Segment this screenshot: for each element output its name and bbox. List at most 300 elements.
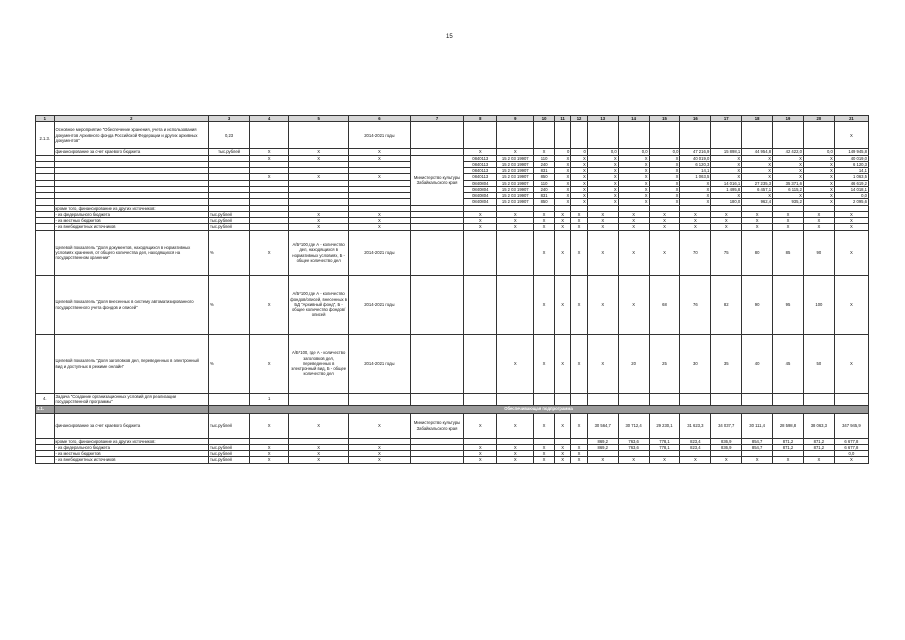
table-cell: X (680, 193, 711, 199)
event-title: Основное мероприятие "Обеспечение хранения, учета и использования документов Архивного фонда Российской Федерации и других архивных документов" (54, 122, 208, 149)
table-cell (773, 393, 804, 405)
table-cell (348, 393, 410, 405)
table-cell: 0840804 (464, 180, 497, 186)
table-cell: 40 (742, 334, 773, 393)
table-cell (410, 334, 464, 393)
table-cell: 14,1 (680, 168, 711, 174)
period: 2014-2021 годы (348, 122, 410, 149)
table-cell: X (554, 451, 570, 457)
column-number: 2 (54, 116, 208, 122)
table-cell (208, 393, 249, 405)
table-cell: X (250, 275, 289, 334)
table-cell (618, 122, 649, 149)
table-cell: X (348, 218, 410, 224)
table-cell: 15 2 03 19907 (497, 155, 534, 161)
table-cell: X (803, 155, 834, 161)
table-cell: X (464, 451, 497, 457)
table-cell (464, 393, 497, 405)
ministry: Министерство культуры Забайкальского края (410, 413, 464, 438)
table-cell: X (534, 149, 555, 155)
table-cell: 30 564,7 (587, 413, 618, 438)
table-cell: X (497, 444, 534, 450)
table-cell (711, 122, 742, 149)
table-cell: 44 954,8 (742, 149, 773, 155)
unit: тыс.рублей (208, 218, 249, 224)
table-cell: 763,6 (618, 444, 649, 450)
table-cell: X (554, 218, 570, 224)
table-cell: % (208, 230, 249, 275)
table-cell: X (834, 224, 868, 230)
table-cell: X (711, 224, 742, 230)
table-cell: X (680, 211, 711, 217)
table-cell: 854,7 (742, 438, 773, 444)
table-cell: X (571, 168, 587, 174)
table-cell: X (571, 211, 587, 217)
table-cell: X (464, 149, 497, 155)
table-cell: X (618, 211, 649, 217)
table-cell: 0840113 (464, 155, 497, 161)
table-cell: 0 (571, 149, 587, 155)
table-cell: 0 (554, 149, 570, 155)
column-number: 3 (208, 116, 249, 122)
table-cell: 831 (534, 193, 555, 199)
table-cell (36, 275, 55, 334)
column-number: 13 (587, 116, 618, 122)
table-cell: X (649, 174, 680, 180)
table-cell: X (587, 174, 618, 180)
table-cell: X (571, 457, 587, 463)
table-cell: X (289, 211, 349, 217)
unit: тыс.рублей (208, 451, 249, 457)
table-cell: 75 (711, 230, 742, 275)
table-cell: X (571, 180, 587, 186)
table-cell: 6 120,3 (680, 161, 711, 167)
row-number: 4.1. (36, 405, 55, 413)
table-cell: X (348, 457, 410, 463)
table-cell (680, 122, 711, 149)
table-cell: 823,4 (680, 438, 711, 444)
table-cell: X (711, 457, 742, 463)
table-cell: 871,2 (773, 444, 804, 450)
table-cell: 869,2 (587, 438, 618, 444)
table-cell (36, 230, 55, 275)
table-cell: 6 115,2 (773, 186, 804, 192)
table-cell: 14 016,1 (711, 180, 742, 186)
table-cell: X (571, 444, 587, 450)
table-cell: X (534, 334, 555, 393)
table-cell: 82 (711, 275, 742, 334)
table-cell: 0840804 (464, 186, 497, 192)
table-cell (571, 122, 587, 149)
table-cell: 15 2 03 19907 (497, 174, 534, 180)
unit: тыс.рублей (208, 149, 249, 155)
table-cell: X (571, 218, 587, 224)
table-cell (497, 393, 534, 405)
table-cell: X (534, 211, 555, 217)
table-cell: 30 (680, 334, 711, 393)
indicator-title: Целевой показатель "Доля внесенных в систему автоматизированного государственного учета фондов и описей" (54, 275, 208, 334)
table-cell: X (649, 168, 680, 174)
table-cell: X (554, 413, 570, 438)
table-cell: X (618, 218, 649, 224)
source-label: - из внебюджетных источников (54, 224, 208, 230)
table-cell: X (680, 186, 711, 192)
table-cell: X (618, 275, 649, 334)
table-cell: X (250, 457, 289, 463)
table-cell (464, 275, 497, 334)
table-cell (250, 122, 289, 149)
table-cell (571, 393, 587, 405)
table-cell: X (571, 155, 587, 161)
table-cell: X (649, 193, 680, 199)
table-cell: 2 095,6 (834, 199, 868, 205)
table-cell (711, 393, 742, 405)
table-cell (497, 275, 534, 334)
table-cell: X (618, 174, 649, 180)
formula: А/Б*100, где А - количество заголовков дел, переведенных в электронный вид, Б - общее количество дел (289, 334, 349, 393)
table-cell (464, 230, 497, 275)
table-cell: X (250, 451, 289, 457)
table-cell: 6 677,8 (834, 438, 868, 444)
table-row (36, 122, 869, 149)
table-cell: 0840113 (464, 161, 497, 167)
table-cell: 347 945,9 (834, 413, 868, 438)
table-cell: X (618, 224, 649, 230)
table-cell (464, 122, 497, 149)
table-cell: X (587, 193, 618, 199)
table-cell: X (289, 149, 349, 155)
table-cell (410, 275, 464, 334)
table-cell: X (348, 444, 410, 450)
table-cell: X (497, 149, 534, 155)
table-cell: X (711, 174, 742, 180)
table-cell (742, 122, 773, 149)
table-cell: X (803, 161, 834, 167)
column-number: 7 (410, 116, 464, 122)
table-cell: 25 (649, 334, 680, 393)
table-cell: X (497, 224, 534, 230)
table-cell: X (587, 457, 618, 463)
table-cell: 15 2 03 19907 (497, 180, 534, 186)
table-cell: X (571, 193, 587, 199)
unit: тыс.рублей (208, 224, 249, 230)
table-cell: X (618, 199, 649, 205)
table-cell: X (711, 161, 742, 167)
table-cell: X (534, 275, 555, 334)
other-sources-label: кроме того, финансирование из других источников: (54, 205, 208, 211)
table-cell: X (587, 168, 618, 174)
table-cell: X (587, 161, 618, 167)
period: 2014-2021 годы (348, 275, 410, 334)
table-cell: X (554, 334, 570, 393)
table-cell (410, 230, 464, 275)
table-cell: X (649, 155, 680, 161)
table-cell: 76 (680, 275, 711, 334)
table-cell: X (554, 193, 570, 199)
table-cell: X (773, 161, 804, 167)
table-cell: 85 (773, 230, 804, 275)
table-cell: X (571, 224, 587, 230)
row-number: 2.1.3. (36, 122, 55, 155)
indicator-title: Целевой показатель "Доля заголовков дел, переведенных в электронный вид и доступных в режиме онлайн" (54, 334, 208, 393)
table-cell: X (649, 199, 680, 205)
table-cell: X (680, 199, 711, 205)
table-cell: X (773, 211, 804, 217)
column-number: 8 (464, 116, 497, 122)
table-cell: 149 945,8 (834, 149, 868, 155)
table-cell: X (534, 451, 555, 457)
table-cell: 38 063,3 (803, 413, 834, 438)
table-cell: 30 712,4 (618, 413, 649, 438)
table-cell: X (534, 218, 555, 224)
other-sources-label: кроме того, финансирование из других источников: (54, 438, 208, 444)
table-cell: 14 018,1 (834, 186, 868, 192)
table-cell: X (289, 457, 349, 463)
table-cell: X (554, 211, 570, 217)
table-cell: X (803, 168, 834, 174)
table-cell: 29 230,1 (649, 413, 680, 438)
column-number: 19 (773, 116, 804, 122)
table-cell: X (571, 334, 587, 393)
table-cell: 850 (534, 199, 555, 205)
table-cell: X (834, 334, 868, 393)
table-cell: X (250, 155, 289, 161)
table-cell: 27 235,3 (742, 180, 773, 186)
table-cell: X (742, 174, 773, 180)
table-cell: X (497, 211, 534, 217)
table-cell: 0840113 (464, 168, 497, 174)
table-cell: X (680, 457, 711, 463)
column-number: 17 (711, 116, 742, 122)
table-cell: X (773, 457, 804, 463)
table-cell: 95 (773, 275, 804, 334)
table-cell: X (534, 230, 555, 275)
column-number: 5 (289, 116, 349, 122)
table-cell: X (803, 211, 834, 217)
table-cell: 42 422,0 (773, 149, 804, 155)
table-cell: X (742, 218, 773, 224)
table-cell (54, 405, 208, 413)
table-cell: 0,0 (587, 149, 618, 155)
table-cell (464, 334, 497, 393)
table-cell: X (289, 413, 349, 438)
table-cell (773, 122, 804, 149)
column-number: 6 (348, 116, 410, 122)
table-cell (410, 393, 464, 405)
table-cell: 80 (742, 230, 773, 275)
table-cell: X (834, 230, 868, 275)
table-row (36, 405, 869, 413)
table-cell (587, 393, 618, 405)
table-cell: X (348, 174, 410, 180)
table-cell: X (773, 224, 804, 230)
table-cell: X (587, 218, 618, 224)
table-cell: X (250, 174, 289, 180)
subprogram-title: Обеспечивающая подпрограмма (208, 405, 868, 413)
table-cell: X (497, 218, 534, 224)
program-table (35, 115, 869, 464)
table-cell: X (618, 180, 649, 186)
table-cell: X (587, 199, 618, 205)
table-cell: X (464, 444, 497, 450)
table-cell: X (587, 186, 618, 192)
table-cell: 0840113 (464, 174, 497, 180)
table-cell: X (742, 155, 773, 161)
unit: тыс.рублей (208, 413, 249, 438)
table-cell: 1 (250, 393, 289, 405)
table-cell: 110 (534, 180, 555, 186)
table-cell (36, 413, 55, 438)
ministry: Министерство культуры Забайкальского края (410, 155, 464, 205)
indicator-title: Целевой показатель "Доля документов, находящихся в нормативных условиях хранения, от общего количества дел, находящихся на государственном хранении" (54, 230, 208, 275)
table-cell: X (464, 211, 497, 217)
table-cell: X (773, 218, 804, 224)
table-cell: 14,1 (834, 168, 868, 174)
table-cell: X (571, 230, 587, 275)
table-cell (497, 122, 534, 149)
table-cell: X (618, 186, 649, 192)
table-cell (803, 393, 834, 405)
column-number: 14 (618, 116, 649, 122)
finance-label: финансирование за счет краевого бюджета (54, 413, 208, 438)
column-number: 18 (742, 116, 773, 122)
table-cell: X (571, 199, 587, 205)
table-cell: X (618, 155, 649, 161)
column-number: 1 (36, 116, 55, 122)
source-label: - из федерального бюджета (54, 444, 208, 450)
table-cell: X (571, 275, 587, 334)
column-number: 12 (571, 116, 587, 122)
table-cell: X (834, 218, 868, 224)
table-cell: X (571, 186, 587, 192)
table-cell: X (587, 224, 618, 230)
table-cell: X (587, 334, 618, 393)
table-cell: X (497, 451, 534, 457)
table-cell: 836,9 (711, 438, 742, 444)
table-cell: X (289, 155, 349, 161)
table-cell: X (289, 224, 349, 230)
table-cell: X (711, 211, 742, 217)
table-cell (289, 122, 349, 149)
table-cell: X (834, 211, 868, 217)
table-cell (410, 457, 464, 463)
table-cell: 28 598,8 (773, 413, 804, 438)
table-cell: X (742, 224, 773, 230)
table-cell: 935,2 (773, 199, 804, 205)
table-cell: 15 2 03 19907 (497, 193, 534, 199)
table-cell (742, 393, 773, 405)
table-cell: X (534, 444, 555, 450)
table-cell: X (348, 149, 410, 155)
table-cell: X (803, 186, 834, 192)
table-cell (410, 122, 464, 149)
table-cell: 1 495,8 (711, 186, 742, 192)
table-cell: X (571, 174, 587, 180)
table-cell: X (250, 149, 289, 155)
table-cell: X (348, 224, 410, 230)
table-cell: 68 (649, 275, 680, 334)
table-cell: 46 619,2 (834, 180, 868, 186)
table-cell: 0,0 (834, 451, 868, 457)
table-cell: 871,2 (773, 438, 804, 444)
table-cell: 823,4 (680, 444, 711, 450)
table-cell: 0,0 (803, 149, 834, 155)
table-cell: X (534, 224, 555, 230)
table-cell: 0,0 (649, 149, 680, 155)
table-cell (554, 122, 570, 149)
table-cell (649, 393, 680, 405)
table-cell: X (803, 224, 834, 230)
table-cell: X (803, 180, 834, 186)
table-cell: X (289, 218, 349, 224)
table-cell (36, 334, 55, 393)
table-cell: 100 (803, 275, 834, 334)
table-cell: X (680, 180, 711, 186)
table-cell: 1 063,5 (680, 174, 711, 180)
column-number: 20 (803, 116, 834, 122)
source-label: - из федерального бюджета (54, 211, 208, 217)
table-cell: X (834, 122, 868, 149)
table-cell: X (649, 224, 680, 230)
table-cell: X (554, 155, 570, 161)
table-cell: 871,2 (803, 444, 834, 450)
table-cell: X (803, 193, 834, 199)
table-cell: X (711, 168, 742, 174)
table-cell: X (571, 161, 587, 167)
column-number: 15 (649, 116, 680, 122)
table-cell: 40 019,0 (680, 155, 711, 161)
table-cell: X (834, 275, 868, 334)
column-number: 10 (534, 116, 555, 122)
table-cell: 962,4 (742, 199, 773, 205)
table-cell: 35 371,6 (773, 180, 804, 186)
table-row (36, 275, 869, 334)
row-number: 4. (36, 393, 55, 405)
table-cell: X (497, 334, 534, 393)
table-cell: X (571, 413, 587, 438)
table-cell: 90 (742, 275, 773, 334)
table-cell (289, 393, 349, 405)
table-cell: 0,0 (834, 193, 868, 199)
table-cell: X (711, 155, 742, 161)
table-cell: 871,2 (803, 438, 834, 444)
table-cell: 763,6 (618, 438, 649, 444)
table-cell: 240 (534, 186, 555, 192)
table-cell (834, 393, 868, 405)
finance-label: финансирование за счет краевого бюджета (54, 149, 208, 155)
table-cell: X (803, 174, 834, 180)
table-cell (649, 122, 680, 149)
table-cell: X (289, 451, 349, 457)
table-row (36, 457, 869, 463)
table-cell: X (554, 186, 570, 192)
table-cell: X (649, 186, 680, 192)
table-cell: % (208, 334, 249, 393)
table-cell: X (534, 413, 555, 438)
table-cell: 15 2 03 19907 (497, 161, 534, 167)
table-cell (587, 122, 618, 149)
table-cell: 15 2 03 19907 (497, 168, 534, 174)
table-cell (618, 393, 649, 405)
table-cell: X (649, 218, 680, 224)
table-cell: X (742, 161, 773, 167)
table-cell: X (773, 168, 804, 174)
period: 2014-2021 годы (348, 230, 410, 275)
source-label: - из местных бюджетов (54, 451, 208, 457)
table-cell: X (803, 218, 834, 224)
table-cell: 836,9 (711, 444, 742, 450)
table-cell: X (348, 413, 410, 438)
